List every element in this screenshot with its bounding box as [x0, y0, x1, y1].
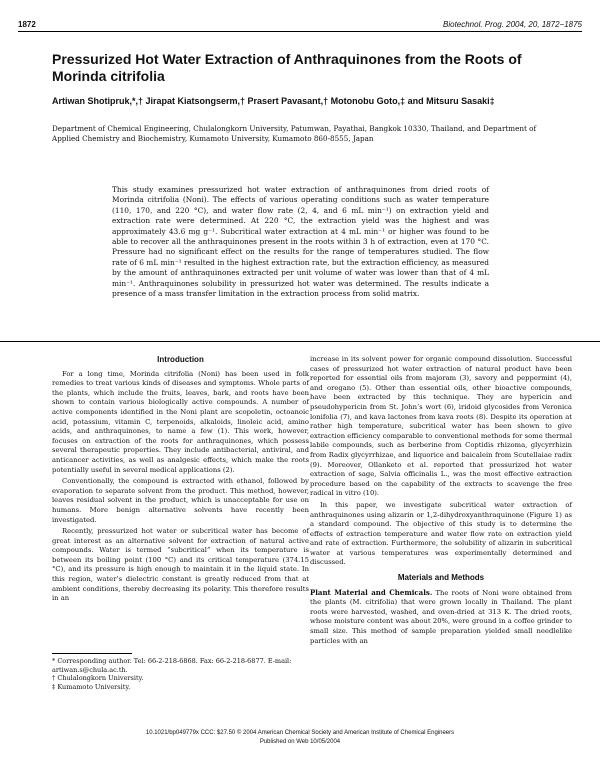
header-rule	[18, 31, 582, 32]
intro-paragraph: increase in its solvent power for organic compound dissolution. Successful cases of pressurized hot water extraction of natural product have been reported for essential oils from majoram (3), savory and peppermint (4), and oregano (5). Other than essential oils, other bioactive compounds, have been extracted by this technique. They are hypericin and pseudohypericin from St. John’s wort (6), iridoid glycosides from Veronica lonifolia (7), and kava lactones from kava roots (8). Despite its operation at rather high temperature, subcritical water has been shown to give extraction efficiency comparable to conventional methods for some thermal labile compounds, such as berberine from Coptidis rhizoma, glycyrrhizin from Radix glycyrrhizae, and liquorice and baicalein from Scutellaiae radix (9). Moreover, Ollanketo et al. reported that pressurized hot water extraction of sage, Salvia officinalis L., was the most effective extraction procedure based on the capability of the extracts to scavenge the free radical in vitro (10).	[310, 355, 572, 498]
section-heading-methods: Materials and Methods	[397, 573, 485, 583]
doi-copyright: 10.1021/bp049779x CCC: $27.50 © 2004 American Chemical Society and American Institute of Chemical Engineers	[145, 730, 455, 736]
footnote-affiliation: ‡ Kumamoto University.	[52, 682, 131, 691]
left-column	[52, 355, 309, 606]
abstract-divider	[0, 341, 600, 342]
affiliations: Department of Chemical Engineering, Chulalongkorn University, Patumwan, Payathai, Bangkok 10330, Thailand, and Department of Applied Chemistry and Biochemistry, Kumamoto University, Kumamoto 860-8555, Japan	[52, 124, 537, 143]
journal-citation: Biotechnol. Prog. 2004, 20, 1872−1875	[443, 20, 582, 29]
intro-paragraph: For a long time, Morinda citrifolia (Noni) has been used in folk remedies to treat various kinds of diseases and symptoms. Whole parts of the plants, which include the fruits, leaves, bark, and roots have been shown to contain various biologically active compounds. A number of active components identified in the Noni plant are scopoletin, octoanoic acid, potassium, vitamin C, terpenoids, alkaloids, linoleic acid, amino acids, and anthraquinones, to name a few (1). This work, however, focuses on extraction of the roots for anthraquinones, which possess several therapeutic properties. They include antibacterial, antiviral, and anticancer activities, as well as analgesic effects, which make the roots potentially useful in several medical applications (2).	[52, 369, 309, 474]
abstract: This study examines pressurized hot water extraction of anthraquinones from dried roots of Morinda citrifolia (Noni). The effects of various operating conditions such as water temperature (110, 170, and 220 °C), and water flow rate (2, 4, and 6 mL min⁻¹) on extraction yield and extraction rate were determined. At 220 °C, the extraction yield was the highest and was approximately 43.6 mg g⁻¹. Subcritical water extraction at 4 mL min⁻¹ or higher was found to be able to recover all the anthraquinones present in the roots within 3 h of extraction, even at 170 °C. Pressure had no significant effect on the results for the range of temperatures studied. The flow rate of 6 mL min⁻¹ resulted in the highest extraction rate, but the extraction efficiency, as measured by the amount of anthraquinones extracted per unit volume of water was lower than that of 4 mL min⁻¹. Anthraquinones solubility in pressurized hot water was determined. The results indicate a presence of a mass transfer limitation in the extraction process from solid matrix.	[112, 185, 489, 299]
subsection-heading: Plant Material and Chemicals.	[310, 587, 433, 597]
page-footer	[0, 729, 600, 746]
intro-paragraph: In this paper, we investigate subcritical water extraction of anthraquinones using alizarin or 1,2-dihydroxyanthraquinone (Figure 1) as a standard compound. The objective of this study is to determine the effects of extraction temperature and water flow rate on extraction yield and rate of extraction. Furthermore, the solubility of alizarin in subcritical water at various temperatures was experimentally determined and discussed.	[310, 500, 572, 567]
footnote-rule	[52, 653, 132, 654]
author-list: Artiwan Shotipruk,*,† Jirapat Kiatsongserm,† Prasert Pavasant,† Motonobu Goto,‡ and Mitsuru Sasaki‡	[52, 96, 495, 106]
intro-paragraph: Recently, pressurized hot water or subcritical water has become of great interest as an alternative solvent for extraction of natural active compounds. Water is termed “subcritical” when its temperature is between its boiling point (100 °C) and its critical temperature (374.15 °C), and its pressure is high enough to maintain it in the liquid state. In this region, water’s dielectric constant is greatly reduced from that at ambient conditions, thereby decreasing its polarity. This therefore results in an	[52, 527, 309, 603]
footnote-affiliation: † Chulalongkorn University.	[52, 674, 144, 683]
right-column	[310, 355, 572, 648]
section-heading-introduction: Introduction	[157, 355, 204, 364]
page-number: 1872	[18, 20, 36, 29]
methods-text: The roots of Noni were obtained from the plants (M. citrifolia) that were grown locally in Thailand. The plant roots were harvested, washed, and oven-dried at 313 K. The dried roots, whose moisture content was about 20%, were ground in a coffee grinder to small size. This method of sample preparation yielded small needlelike particles with an	[310, 588, 573, 645]
intro-paragraph: Conventionally, the compound is extracted with ethanol, followed by evaporation to separate solvent from the product. This method, however, leaves residual solvent in the product, which is unacceptable for use on humans. More benign alternative solvents have recently been investigated.	[52, 477, 309, 524]
footnotes	[52, 657, 292, 691]
footnote-corresponding: * Corresponding author. Tel: 66-2-218-6868. Fax: 66-2-218-6877. E-mail: artiwan.s@chula.ac.th.	[52, 657, 292, 674]
article-title: Pressurized Hot Water Extraction of Anthraquinones from the Roots of Morinda citrifolia	[52, 51, 522, 84]
publication-date: Published on Web 10/05/2004	[259, 738, 341, 745]
